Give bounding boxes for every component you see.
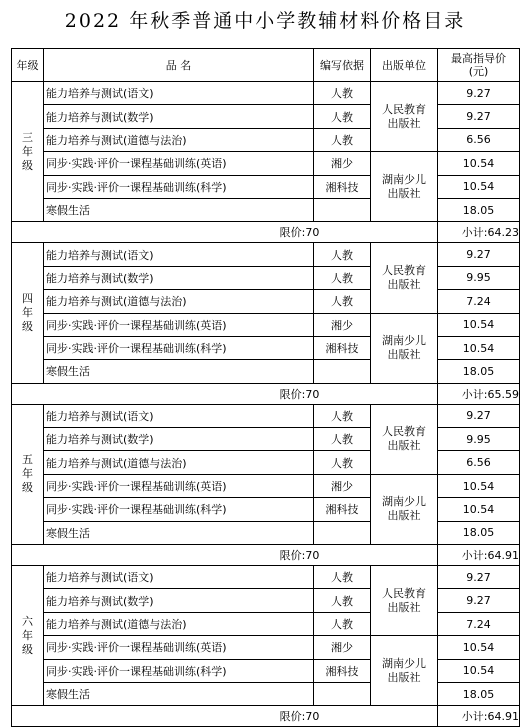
table-row xyxy=(12,105,520,128)
table-row xyxy=(12,128,520,151)
publisher-line: 出版社 xyxy=(387,277,421,291)
item-price: 18.05 xyxy=(438,682,520,705)
item-name: 同步·实践·评价一课程基础训练(科学) xyxy=(44,175,314,198)
item-basis: 湘科技 xyxy=(314,336,371,359)
grade-cell xyxy=(12,243,44,383)
item-price: 10.54 xyxy=(438,498,520,521)
header-price-line2: (元) xyxy=(468,65,489,78)
subtotal-value: 64.91 xyxy=(487,710,519,724)
item-basis: 人教 xyxy=(314,82,371,105)
publisher-cell xyxy=(371,82,438,152)
publisher-cell xyxy=(371,243,438,313)
item-basis xyxy=(314,198,371,221)
item-price: 18.05 xyxy=(438,521,520,544)
table-row xyxy=(12,589,520,612)
item-price: 9.27 xyxy=(438,105,520,128)
item-price: 10.54 xyxy=(438,636,520,659)
item-price: 10.54 xyxy=(438,313,520,336)
table-row xyxy=(12,498,520,521)
limit-value: 70 xyxy=(305,710,320,724)
item-name: 能力培养与测试(语文) xyxy=(44,82,314,105)
item-basis: 人教 xyxy=(314,589,371,612)
limit-cell xyxy=(12,545,438,566)
item-name: 能力培养与测试(道德与法治) xyxy=(44,451,314,474)
publisher-line: 湖南少儿 xyxy=(382,172,426,186)
table-row xyxy=(12,266,520,289)
publisher-line: 出版社 xyxy=(387,600,421,614)
limit-value: 70 xyxy=(305,226,320,240)
publisher-line: 出版社 xyxy=(387,509,421,523)
publisher-line: 出版社 xyxy=(387,186,421,200)
subtotal-cell xyxy=(438,706,520,727)
subtotal-cell xyxy=(438,545,520,566)
publisher-line: 出版社 xyxy=(387,670,421,684)
item-price: 10.54 xyxy=(438,659,520,682)
item-basis: 人教 xyxy=(314,266,371,289)
grade-char: 年 xyxy=(22,628,33,642)
item-name: 寒假生活 xyxy=(44,521,314,544)
item-basis: 人教 xyxy=(314,612,371,635)
item-name: 能力培养与测试(语文) xyxy=(44,243,314,266)
item-price: 7.24 xyxy=(438,290,520,313)
grade-cell xyxy=(12,404,44,544)
grade-cell xyxy=(12,566,44,706)
table-row xyxy=(12,612,520,635)
item-basis: 人教 xyxy=(314,428,371,451)
item-name: 能力培养与测试(道德与法治) xyxy=(44,290,314,313)
publisher-cell xyxy=(371,152,438,222)
table-row xyxy=(12,682,520,705)
publisher-cell xyxy=(371,474,438,544)
item-name: 能力培养与测试(数学) xyxy=(44,428,314,451)
publisher-line: 人民教育 xyxy=(382,263,426,277)
grade-char: 级 xyxy=(22,320,33,334)
item-price: 6.56 xyxy=(438,451,520,474)
publisher-cell xyxy=(371,313,438,383)
item-basis: 人教 xyxy=(314,290,371,313)
subtotal-label: 小计: xyxy=(461,549,488,563)
item-price: 10.54 xyxy=(438,336,520,359)
publisher-cell xyxy=(371,636,438,706)
summary-row xyxy=(12,706,520,727)
limit-label: 限价: xyxy=(279,387,306,401)
item-price: 6.56 xyxy=(438,128,520,151)
item-name: 能力培养与测试(语文) xyxy=(44,566,314,589)
item-basis: 湘科技 xyxy=(314,659,371,682)
item-basis: 人教 xyxy=(314,404,371,427)
item-basis: 湘少 xyxy=(314,152,371,175)
table-row xyxy=(12,290,520,313)
header-grade: 年级 xyxy=(12,49,44,82)
item-basis: 湘科技 xyxy=(314,175,371,198)
item-name: 寒假生活 xyxy=(44,360,314,383)
item-name: 能力培养与测试(数学) xyxy=(44,105,314,128)
item-basis: 人教 xyxy=(314,566,371,589)
publisher-line: 人民教育 xyxy=(382,102,426,116)
item-name: 寒假生活 xyxy=(44,682,314,705)
summary-row xyxy=(12,383,520,404)
publisher-cell xyxy=(371,566,438,636)
publisher-line: 湖南少儿 xyxy=(382,334,426,348)
table-row xyxy=(12,198,520,221)
grade-char: 级 xyxy=(22,642,33,656)
item-name: 同步·实践·评价一课程基础训练(英语) xyxy=(44,313,314,336)
item-basis: 湘少 xyxy=(314,474,371,497)
table-row xyxy=(12,451,520,474)
table-row xyxy=(12,313,520,336)
subtotal-cell xyxy=(438,383,520,404)
item-price: 9.27 xyxy=(438,243,520,266)
grade-char: 级 xyxy=(22,481,33,495)
item-name: 能力培养与测试(道德与法治) xyxy=(44,128,314,151)
item-name: 能力培养与测试(道德与法治) xyxy=(44,612,314,635)
item-name: 能力培养与测试(语文) xyxy=(44,404,314,427)
grade-char: 六 xyxy=(22,614,33,628)
table-row xyxy=(12,404,520,427)
summary-row xyxy=(12,222,520,243)
limit-cell xyxy=(12,706,438,727)
subtotal-label: 小计: xyxy=(461,387,488,401)
subtotal-label: 小计: xyxy=(461,226,488,240)
table-row xyxy=(12,659,520,682)
subtotal-cell xyxy=(438,222,520,243)
publisher-line: 人民教育 xyxy=(382,425,426,439)
item-basis: 人教 xyxy=(314,243,371,266)
item-name: 同步·实践·评价一课程基础训练(英语) xyxy=(44,152,314,175)
limit-label: 限价: xyxy=(279,226,306,240)
item-price: 10.54 xyxy=(438,474,520,497)
item-name: 寒假生活 xyxy=(44,198,314,221)
item-price: 10.54 xyxy=(438,175,520,198)
item-price: 9.95 xyxy=(438,428,520,451)
item-price: 18.05 xyxy=(438,198,520,221)
limit-value: 70 xyxy=(305,549,320,563)
subtotal-value: 64.23 xyxy=(487,226,519,240)
table-row xyxy=(12,360,520,383)
item-price: 7.24 xyxy=(438,612,520,635)
grade-char: 年 xyxy=(22,144,33,158)
publisher-cell xyxy=(371,404,438,474)
publisher-line: 湖南少儿 xyxy=(382,495,426,509)
limit-cell xyxy=(12,222,438,243)
header-name: 品 名 xyxy=(44,49,314,82)
table-row xyxy=(12,636,520,659)
item-price: 9.27 xyxy=(438,566,520,589)
publisher-line: 出版社 xyxy=(387,439,421,453)
table-row xyxy=(12,336,520,359)
price-table-body xyxy=(12,49,520,727)
header-publisher: 出版单位 xyxy=(371,49,438,82)
limit-label: 限价: xyxy=(279,549,306,563)
grade-char: 级 xyxy=(22,158,33,172)
limit-value: 70 xyxy=(305,387,320,401)
grade-char: 年 xyxy=(22,306,33,320)
item-basis: 湘少 xyxy=(314,313,371,336)
limit-cell xyxy=(12,383,438,404)
header-price-line1: 最高指导价 xyxy=(451,52,506,65)
publisher-line: 出版社 xyxy=(387,116,421,130)
grade-char: 五 xyxy=(22,453,33,467)
item-name: 能力培养与测试(数学) xyxy=(44,589,314,612)
item-name: 能力培养与测试(数学) xyxy=(44,266,314,289)
table-row xyxy=(12,474,520,497)
subtotal-label: 小计: xyxy=(461,710,488,724)
item-name: 同步·实践·评价一课程基础训练(科学) xyxy=(44,498,314,521)
table-row xyxy=(12,566,520,589)
grade-char: 四 xyxy=(22,292,33,306)
publisher-line: 人民教育 xyxy=(382,586,426,600)
item-price: 10.54 xyxy=(438,152,520,175)
subtotal-value: 64.91 xyxy=(487,549,519,563)
header-basis: 编写依据 xyxy=(314,49,371,82)
grade-char: 年 xyxy=(22,467,33,481)
item-basis: 人教 xyxy=(314,105,371,128)
table-row xyxy=(12,243,520,266)
item-price: 9.27 xyxy=(438,589,520,612)
table-row xyxy=(12,428,520,451)
limit-label: 限价: xyxy=(279,710,306,724)
item-basis: 湘科技 xyxy=(314,498,371,521)
page-title: 2022 年秋季普通中小学教辅材料价格目录 xyxy=(64,10,466,32)
item-name: 同步·实践·评价一课程基础训练(英语) xyxy=(44,636,314,659)
grade-cell xyxy=(12,82,44,222)
item-price: 9.95 xyxy=(438,266,520,289)
summary-row xyxy=(12,545,520,566)
item-price: 18.05 xyxy=(438,360,520,383)
table-row xyxy=(12,521,520,544)
item-basis: 湘少 xyxy=(314,636,371,659)
item-name: 同步·实践·评价一课程基础训练(英语) xyxy=(44,474,314,497)
item-basis xyxy=(314,682,371,705)
item-name: 同步·实践·评价一课程基础训练(科学) xyxy=(44,659,314,682)
table-row xyxy=(12,82,520,105)
item-price: 9.27 xyxy=(438,82,520,105)
table-row xyxy=(12,152,520,175)
publisher-line: 湖南少儿 xyxy=(382,656,426,670)
header-price xyxy=(438,49,520,82)
grade-char: 三 xyxy=(22,130,33,144)
item-name: 同步·实践·评价一课程基础训练(科学) xyxy=(44,336,314,359)
table-row xyxy=(12,175,520,198)
subtotal-value: 65.59 xyxy=(487,387,519,401)
item-basis: 人教 xyxy=(314,128,371,151)
item-price: 9.27 xyxy=(438,404,520,427)
item-basis xyxy=(314,521,371,544)
price-table xyxy=(11,48,520,727)
item-basis: 人教 xyxy=(314,451,371,474)
item-basis xyxy=(314,360,371,383)
table-header-row xyxy=(12,49,520,82)
publisher-line: 出版社 xyxy=(387,348,421,362)
